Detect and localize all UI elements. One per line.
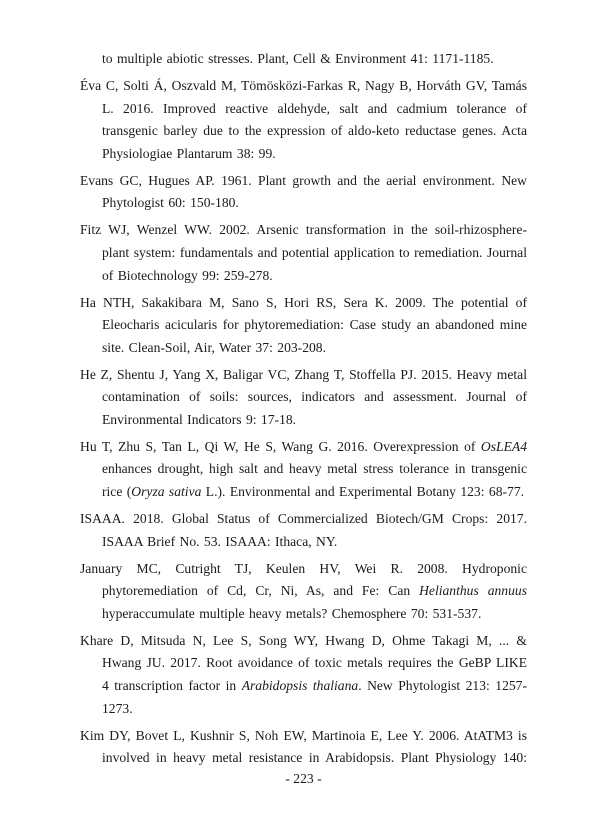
reference-text: . New Phytologist 213: 1257-1273. xyxy=(102,677,527,716)
reference-text: L.). Environmental and Experimental Botany 123: 68-77. xyxy=(201,484,525,500)
reference-text: He Z, Shentu J, Yang X, Baligar VC, Zhang T, Stoffella PJ. 2015. Heavy metal contamination of soils: sources, indicators and assessment. Journal of Environmental Indicators 9: 17-18. xyxy=(80,366,527,427)
reference-entry xyxy=(80,436,527,504)
reference-text: Evans GC, Hugues AP. 1961. Plant growth and the aerial environment. New Phytologist 60: 150-180. xyxy=(80,172,527,211)
reference-text: hyperaccumulate multiple heavy metals? Chemosphere 70: 531-537. xyxy=(102,605,482,621)
reference-text: ISAAA. 2018. Global Status of Commercialized Biotech/GM Crops: 2017. ISAAA Brief No. 53. ISAAA: Ithaca, NY. xyxy=(80,511,527,549)
reference-text: Hu T, Zhu S, Tan L, Qi W, He S, Wang G. 2016. Overexpression of xyxy=(80,438,481,454)
reference-entry xyxy=(80,630,527,720)
reference-entry xyxy=(80,508,527,553)
reference-text: enhances drought, high salt and heavy metal stress tolerance in transgenic rice ( xyxy=(102,461,527,500)
reference-entry xyxy=(80,292,527,360)
reference-text: Éva C, Solti Á, Oszvald M, Tömösközi-Farkas R, Nagy B, Horváth GV, Tamás L. 2016. Improved reactive aldehyde, salt and cadmium tolerance of transgenic barley due to the expression of aldo-keto reductase genes. Acta Physiologiae Plantarum 38: 99. xyxy=(80,77,527,161)
reference-entry xyxy=(80,364,527,432)
reference-text: Ha NTH, Sakakibara M, Sano S, Hori RS, Sera K. 2009. The potential of Eleocharis acicularis for phytoremediation: Case study an abandoned mine site. Clean-Soil, Air, Water 37: 203-208. xyxy=(80,294,527,355)
italic-species-name: OsLEA4 xyxy=(480,438,527,454)
page-number: - 223 - xyxy=(285,771,322,786)
reference-entry-continued xyxy=(80,48,527,71)
reference-entry xyxy=(80,219,527,287)
reference-list xyxy=(80,48,527,774)
italic-species-name: Helianthus annuus xyxy=(419,583,527,599)
reference-entry xyxy=(80,558,527,626)
reference-entry xyxy=(80,75,527,165)
reference-entry xyxy=(80,725,527,770)
reference-text: Fitz WJ, Wenzel WW. 2002. Arsenic transformation in the soil-rhizosphere-plant system: fundamentals and potential application to remediation. Journal of Biotechnology 99: 259-278. xyxy=(80,222,527,283)
reference-text: Khare D, Mitsuda N, Lee S, Song WY, Hwang D, Ohme Takagi M, ... & Hwang JU. 2017. Root avoidance of toxic metals requires the GeBP LIKE 4 transcription factor in xyxy=(80,632,527,693)
italic-species-name: Arabidopsis thaliana xyxy=(241,677,359,693)
reference-entry xyxy=(80,170,527,215)
reference-text: Kim DY, Bovet L, Kushnir S, Noh EW, Martinoia E, Lee Y. 2006. AtATM3 is involved in heavy metal resistance in Arabidopsis. Plant Physiology 140: xyxy=(80,727,527,766)
reference-text: January MC, Cutright TJ, Keulen HV, Wei R. 2008. Hydroponic phytoremediation of Cd, Cr, Ni, As, and Fe: Can xyxy=(80,560,527,599)
italic-species-name: Oryza sativa xyxy=(131,484,202,500)
reference-text: to multiple abiotic stresses. Plant, Cell & Environment 41: 1171-1185. xyxy=(102,51,494,66)
